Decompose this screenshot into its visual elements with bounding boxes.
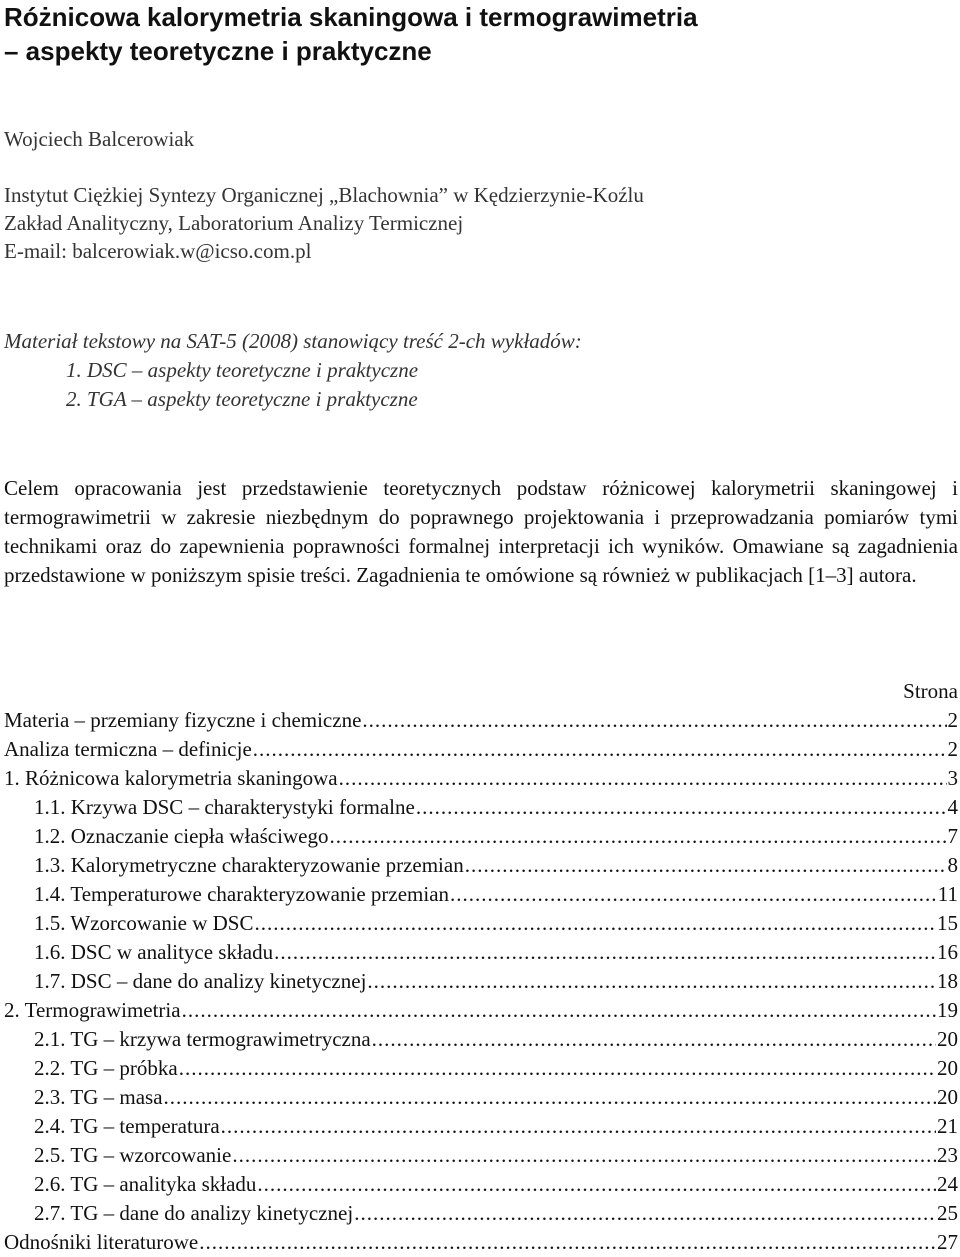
affiliation-email: E-mail: balcerowiak.w@icso.com.pl xyxy=(4,239,312,263)
toc-entry[interactable] xyxy=(4,1141,958,1170)
toc-entry[interactable] xyxy=(4,706,958,735)
toc-entry-title: 2.7. TG – dane do analizy kinetycznej xyxy=(34,1201,354,1225)
toc-entry-title: 1.3. Kalorymetryczne charakteryzowanie przemian xyxy=(34,853,464,877)
toc-entry[interactable] xyxy=(4,967,958,996)
toc-entry[interactable] xyxy=(4,735,958,764)
toc-dot-leader xyxy=(339,764,947,793)
toc-entry-page: 11 xyxy=(937,882,958,906)
toc-entry-title: 2.3. TG – masa xyxy=(34,1085,163,1109)
toc-dot-leader xyxy=(416,793,947,822)
toc-entry-page: 18 xyxy=(937,969,958,993)
toc-dot-leader xyxy=(465,851,947,880)
toc-entry-title: 1.4. Temperaturowe charakteryzowanie przemian xyxy=(34,882,450,906)
toc-entry[interactable] xyxy=(4,1199,958,1228)
title-line-2: – aspekty teoretyczne i praktyczne xyxy=(4,36,432,66)
toc-entry-title: 2.5. TG – wzorcowanie xyxy=(34,1143,232,1167)
toc-page-header: Strona xyxy=(903,679,958,703)
toc-dot-leader xyxy=(182,996,936,1025)
toc-entry-page: 2 xyxy=(947,737,958,761)
lecture-list xyxy=(4,356,582,414)
author-name: Wojciech Balcerowiak xyxy=(4,127,195,151)
toc-entry[interactable] xyxy=(4,1054,958,1083)
document-title xyxy=(4,0,698,68)
toc-entry-title: 1.6. DSC w analityce składu xyxy=(34,940,274,964)
toc-entry-page: 16 xyxy=(937,940,958,964)
toc-entry-page: 20 xyxy=(937,1027,958,1051)
toc-dot-leader xyxy=(329,822,946,851)
lecture-note xyxy=(4,327,582,414)
affiliation xyxy=(4,181,644,265)
abstract-paragraph: Celem opracowania jest przedstawienie teoretycznych podstaw różnicowej kalorymetrii skaningowej i termograwimetrii w zakresie niezbędnym do poprawnego projektowania i przeprowadzania pomiarów tymi technikami oraz do zapewnienia poprawności formalnej interpretacji ich wyników. Omawiane są zagadnienia przedstawione w poniższym spisie treści. Zagadnienia te omówione są również w publikacjach [1–3] autora. xyxy=(4,476,958,587)
toc-entry-page: 4 xyxy=(947,795,958,819)
toc-entry-page: 27 xyxy=(937,1230,958,1254)
toc-entry-title: 2.4. TG – temperatura xyxy=(34,1114,220,1138)
affiliation-department: Zakład Analityczny, Laboratorium Analizy Termicznej xyxy=(4,211,464,235)
toc-entry-page: 20 xyxy=(937,1085,958,1109)
toc-entry-title: 1.2. Oznaczanie ciepła właściwego xyxy=(34,824,329,848)
toc-entry[interactable] xyxy=(4,880,958,909)
lecture-item: 1. DSC – aspekty teoretyczne i praktyczne xyxy=(66,358,419,382)
lecture-item: 2. TGA – aspekty teoretyczne i praktyczne xyxy=(66,387,418,411)
toc-dot-leader xyxy=(354,1199,936,1228)
toc-dot-leader xyxy=(362,706,946,735)
toc-entry-page: 8 xyxy=(947,853,958,877)
toc-dot-leader xyxy=(255,909,937,938)
toc-entry-page: 15 xyxy=(937,911,958,935)
affiliation-institute: Instytut Ciężkiej Syntezy Organicznej „Blachownia” w Kędzierzynie-Koźlu xyxy=(4,183,644,207)
table-of-contents xyxy=(4,676,958,1257)
toc-dot-leader xyxy=(221,1112,936,1141)
toc-entry[interactable] xyxy=(4,851,958,880)
lecture-note-intro: Materiał tekstowy na SAT-5 (2008) stanowiący treść 2-ch wykładów: xyxy=(4,329,582,353)
toc-entry-page: 3 xyxy=(947,766,958,790)
toc-entry[interactable] xyxy=(4,1083,958,1112)
toc-entry-title: 2. Termograwimetria xyxy=(4,998,181,1022)
toc-entry[interactable] xyxy=(4,764,958,793)
toc-entry[interactable] xyxy=(4,1170,958,1199)
toc-entry-title: Materia – przemiany fizyczne i chemiczne xyxy=(4,708,362,732)
toc-dot-leader xyxy=(450,880,937,909)
toc-dot-leader xyxy=(367,967,936,996)
title-line-1: Różnicowa kalorymetria skaningowa i termograwimetria xyxy=(4,2,698,32)
toc-entry[interactable] xyxy=(4,938,958,967)
toc-dot-leader xyxy=(257,1170,936,1199)
toc-entry-page: 23 xyxy=(937,1143,958,1167)
toc-entry-title: Odnośniki literaturowe xyxy=(4,1230,199,1254)
toc-entry-title: 1.7. DSC – dane do analizy kinetycznej xyxy=(34,969,367,993)
toc-dot-leader xyxy=(274,938,936,967)
toc-entry-title: 2.1. TG – krzywa termograwimetryczna xyxy=(34,1027,371,1051)
toc-entry-title: 1.1. Krzywa DSC – charakterystyki formalne xyxy=(34,795,415,819)
toc-entry-page: 7 xyxy=(947,824,958,848)
toc-dot-leader xyxy=(232,1141,936,1170)
toc-entry[interactable] xyxy=(4,1228,958,1257)
toc-entry-page: 2 xyxy=(947,708,958,732)
toc-entry-page: 25 xyxy=(937,1201,958,1225)
toc-entry-title: 2.2. TG – próbka xyxy=(34,1056,178,1080)
toc-entry-title: 1.5. Wzorcowanie w DSC xyxy=(34,911,254,935)
toc-dot-leader xyxy=(179,1054,936,1083)
toc-entry-title: 1. Różnicowa kalorymetria skaningowa xyxy=(4,766,338,790)
toc-list xyxy=(4,706,958,1257)
toc-entry[interactable] xyxy=(4,793,958,822)
toc-dot-leader xyxy=(253,735,947,764)
toc-entry-page: 20 xyxy=(937,1056,958,1080)
toc-entry-title: 2.6. TG – analityka składu xyxy=(34,1172,257,1196)
toc-entry-title: Analiza termiczna – definicje xyxy=(4,737,252,761)
toc-dot-leader xyxy=(199,1228,936,1257)
toc-entry-page: 21 xyxy=(937,1114,958,1138)
toc-entry[interactable] xyxy=(4,822,958,851)
toc-entry[interactable] xyxy=(4,909,958,938)
toc-dot-leader xyxy=(372,1025,936,1054)
toc-dot-leader xyxy=(164,1083,936,1112)
toc-entry-page: 24 xyxy=(937,1172,958,1196)
toc-entry[interactable] xyxy=(4,1025,958,1054)
toc-entry-page: 19 xyxy=(937,998,958,1022)
toc-entry[interactable] xyxy=(4,1112,958,1141)
toc-entry[interactable] xyxy=(4,996,958,1025)
